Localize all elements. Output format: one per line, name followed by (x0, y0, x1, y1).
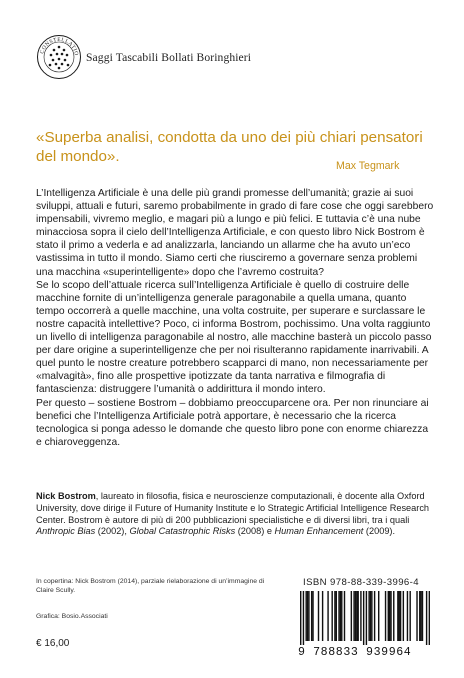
barcode-bar (303, 591, 304, 645)
barcode-bar (400, 591, 401, 641)
barcode (300, 591, 430, 645)
barcode-bar (371, 591, 372, 641)
graphics-credit: Grafica: Bosio.Associati (36, 613, 108, 620)
barcode-bar (399, 591, 400, 641)
barcode-bar (353, 591, 354, 641)
barcode-bar (300, 591, 301, 645)
barcode-bar (338, 591, 339, 641)
quote-author: Max Tegmark (336, 160, 400, 172)
barcode-bar (311, 591, 312, 641)
logo-star (67, 64, 70, 67)
logo-star (61, 63, 64, 66)
cover-credit: In copertina: Nick Bostrom (2014), parziale rielaborazione di un’immagine di Claire Scully. (36, 578, 265, 594)
barcode-bar (331, 591, 332, 641)
logo-star (49, 64, 52, 67)
barcode-bar (360, 591, 361, 641)
barcode-bar (322, 591, 323, 641)
barcode-bar (340, 591, 341, 641)
barcode-bar (409, 591, 410, 641)
logo-star (64, 59, 67, 62)
logo-star (50, 54, 53, 57)
barcode-bar (305, 591, 306, 641)
barcode-bar (336, 591, 337, 641)
barcode-bar (351, 591, 352, 641)
logo-star (63, 49, 66, 52)
barcode-bar (357, 591, 358, 641)
barcode-bar (366, 591, 367, 645)
series-name: Saggi Tascabili Bollati Boringhieri (86, 50, 252, 64)
barcode-bar (344, 591, 345, 641)
barcode-bar (429, 591, 430, 645)
isbn-label: ISBN 978-88-339-3996-4 (303, 577, 419, 588)
bio-text: (2008) e (235, 526, 275, 537)
logo-star (61, 53, 64, 56)
barcode-bar (393, 591, 394, 641)
logo-star (55, 63, 58, 66)
series-header (36, 34, 251, 80)
book-description (36, 187, 436, 449)
description-paragraph: L’Intelligenza Artificiale è una delle più grandi promesse dell’umanità; grazie ai suoi sviluppi, attuali e futuri, saremo probabilmente in grado di fare cose che oggi sarebbero impensabili, vivremo meglio, e magari più a lungo e più felici. E tuttavia c’è una nube minacciosa sopra il cielo dell’Intelligenza Artificiale, e con questo libro Nick Bostrom è stato il primo a vederla e ad analizzarla, lanciando un allarme che ha avuto un’eco vastissima in tutto il mondo. Siamo certi che riusciremo a governare senza problemi una macchina «superintelligente» dopo che l’avremo costruita? (36, 188, 434, 278)
logo-star (58, 58, 61, 61)
logo-star (58, 46, 61, 49)
logo-star (52, 59, 55, 62)
barcode-bar (327, 591, 328, 641)
author-name: Nick Bostrom (36, 491, 96, 501)
barcode-bar (397, 591, 398, 641)
description-paragraph: Se lo scopo dell’attuale ricerca sull’Intelligenza Artificiale è quello di costruire delle macchine fornite di un’intelligenza generale paragonabile a quella umana, quanto tempo occorrerà a quelle macchine, una volta costruite, per superare e surclassare le nostre capacità intellettive? Poco, ci informa Bostrom, pochissimo. Una volta raggiunto un livello di intelligenza paragonabile al nostro, alle macchine basterà un piccolo passo per dare origine a superintelligenze che per noi risulteranno rapidamente inarrivabili. A quel punto le nostre creature potrebbero scapparci di mano, non necessariamente per «malvagità», fino alle prospettive ipotizzate da tanta narrativa e filmografia di fantascienza: distruggere l’umanità o addirittura il mondo intero. (36, 279, 432, 396)
bio-text: , laureato in filosofia, fisica e neuroscienze computazionali, è docente alla Oxford University, dove dirige il Future of Humanity Institute e lo Strategic Artificial Intelligence Research Center. Bostrom è autore di più di 200 pubblicazioni specialistiche e di diversi libri, tra i quali (36, 491, 430, 525)
barcode-bar (318, 591, 319, 641)
book-title: Global Catastrophic Risks (129, 526, 236, 537)
bio-text: (2009). (363, 526, 396, 537)
barcode-bar (416, 591, 417, 641)
barcode-bar (356, 591, 357, 641)
barcode-bar (426, 591, 427, 645)
barcode-bar (355, 591, 356, 641)
logo-star (66, 54, 69, 57)
book-title: Anthropic Bias (36, 526, 96, 537)
barcode-bar (419, 591, 420, 641)
barcode-bar (420, 591, 421, 641)
logo-star (56, 53, 59, 56)
barcode-bar (341, 591, 342, 641)
quote-text: «Superba analisi, condotta da uno dei più chiari pensatori del mondo». (36, 129, 423, 165)
barcode-bar (378, 591, 379, 641)
barcode-bar (363, 591, 364, 645)
barcode-bar (390, 591, 391, 641)
constellation-seal-icon (36, 34, 82, 80)
barcode-bar (422, 591, 423, 641)
barcode-bar (385, 591, 386, 641)
barcode-bar (407, 591, 408, 641)
author-bio (36, 491, 436, 538)
barcode-bar (388, 591, 389, 641)
description-paragraph: Per questo – sostiene Bostrom – dobbiamo preoccuparcene ora. Per non rinunciare ai benefici che l’Intelligenza Artificiale potrà apportare, è necessario che la ricerca tecnologica si ponga adesso le domande che questo libro pone con enorme chiarezza e chiaroveggenza. (36, 397, 429, 448)
barcode-bar (403, 591, 404, 641)
book-title: Human Enhancement (274, 526, 364, 537)
barcode-bar (370, 591, 371, 641)
logo-ring-text: CONSTELLATIO (39, 36, 80, 57)
barcode-digits: 9 788833 939964 (298, 646, 412, 659)
barcode-bar (308, 591, 309, 641)
price: € 16,00 (36, 638, 70, 649)
barcode-bar (312, 591, 313, 641)
logo-star (58, 67, 61, 70)
barcode-bar (389, 591, 390, 641)
endorsement-quote (36, 128, 436, 172)
barcode-bar (374, 591, 375, 641)
barcode-bar (307, 591, 308, 641)
barcode-bar (368, 591, 369, 641)
barcode-bar (334, 591, 335, 641)
bio-text: (2002), (95, 526, 130, 537)
logo-star (53, 49, 56, 52)
